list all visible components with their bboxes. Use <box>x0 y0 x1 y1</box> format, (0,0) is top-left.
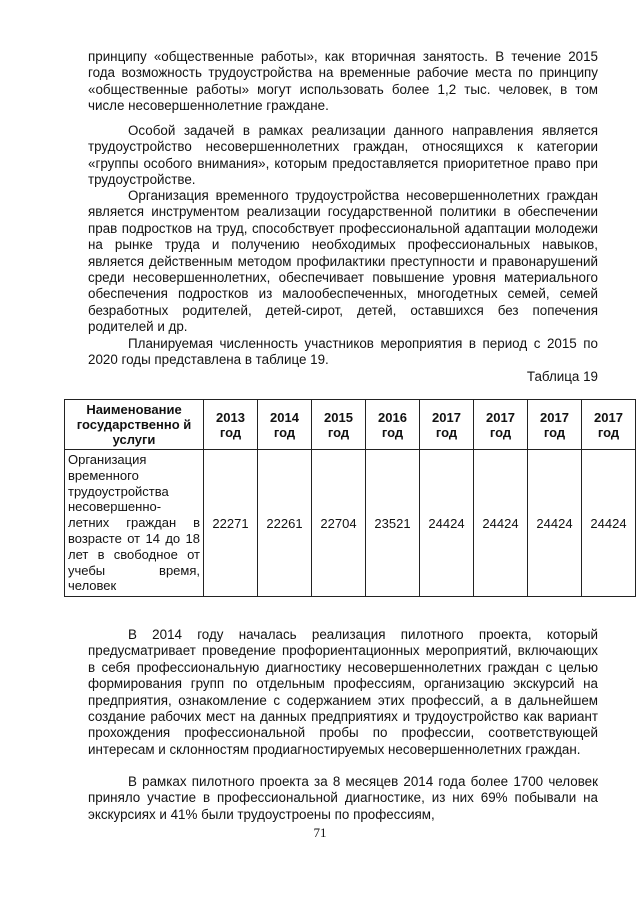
header-year: 2017 год <box>474 400 528 450</box>
paragraph-continuation: принципу «общественные работы», как вторичная занятость. В течение 2015 года возможность трудоустройства на временные рабочие места по принципу «общественные работы» могут использовать более 1,2 тыс. человек, в том числе несовершеннолетние граждане. <box>88 49 598 114</box>
table-cell-value: 22704 <box>312 450 366 597</box>
row-service-name: Организация временного трудоустройства несовершенно-летних граждан в возрасте от 14 до 18 лет в свободное от учебы время, человек <box>65 450 204 597</box>
table-cell-value: 24424 <box>420 450 474 597</box>
header-year: 2017 год <box>582 400 636 450</box>
participants-table <box>64 399 636 597</box>
header-service-name: Наименование государственно й услуги <box>65 400 204 450</box>
header-year: 2015 год <box>312 400 366 450</box>
table-cell-value: 22271 <box>204 450 258 597</box>
paragraph-organization: Организация временного трудоустройства несовершеннолетних граждан является инструментом реализации государственной политики в обеспечении прав подростков на труд, способствует профессиональной адаптации молодежи на рынке труда и получению необходимых профессиональных навыков, является действенным методом профилактики преступности и правонарушений среди несовершеннолетних, обеспечивает повышение уровня материального обеспечения подростков из малообеспеченных, многодетных семей, семей безработных родителей, детей-сирот, детей, оставшихся без попечения родителей и др. <box>88 188 598 335</box>
page-number: 71 <box>313 825 327 840</box>
table-cell-value: 22261 <box>258 450 312 597</box>
header-year: 2014 год <box>258 400 312 450</box>
header-year: 2017 год <box>528 400 582 450</box>
paragraph-priority-groups: Особой задачей в рамках реализации данного направления является трудоустройство несовершеннолетних граждан, относящихся к категории «группы особого внимания», которым предоставляется приоритетное право при трудоустройстве. <box>88 123 598 188</box>
table-header-row <box>65 400 636 450</box>
paragraph-planned-count: Планируемая численность участников мероприятия в период с 2015 по 2020 годы представлена в таблице 19. <box>88 336 598 368</box>
table-cell-value: 24424 <box>582 450 636 597</box>
paragraph-pilot-project: В 2014 году началась реализация пилотного проекта, который предусматривает проведение профориентационных мероприятий, включающих в себя профессиональную диагностику несовершеннолетних граждан с целью формирования групп по отдельным профессиям, организацию экскурсий на предприятия, ознакомление с содержанием этих профессий, а в дальнейшем создание рабочих мест на данных предприятиях и трудоустройство как вариант прохождения профессиональной пробы по профессии, соответствующей интересам и склонностям продиагностируемых несовершеннолетних граждан. <box>88 627 598 757</box>
header-year: 2016 год <box>366 400 420 450</box>
header-year: 2017 год <box>420 400 474 450</box>
header-year: 2013 год <box>204 400 258 450</box>
table-row <box>65 450 636 597</box>
table-cell-value: 24424 <box>528 450 582 597</box>
paragraph-pilot-results: В рамках пилотного проекта за 8 месяцев 2014 года более 1700 человек приняло участие в профессиональной диагностике, из них 69% побывали на экскурсиях и 41% были трудоустроены по профессиям, <box>88 774 598 822</box>
table-caption: Таблица 19 <box>526 369 598 384</box>
table-cell-value: 23521 <box>366 450 420 597</box>
table-cell-value: 24424 <box>474 450 528 597</box>
